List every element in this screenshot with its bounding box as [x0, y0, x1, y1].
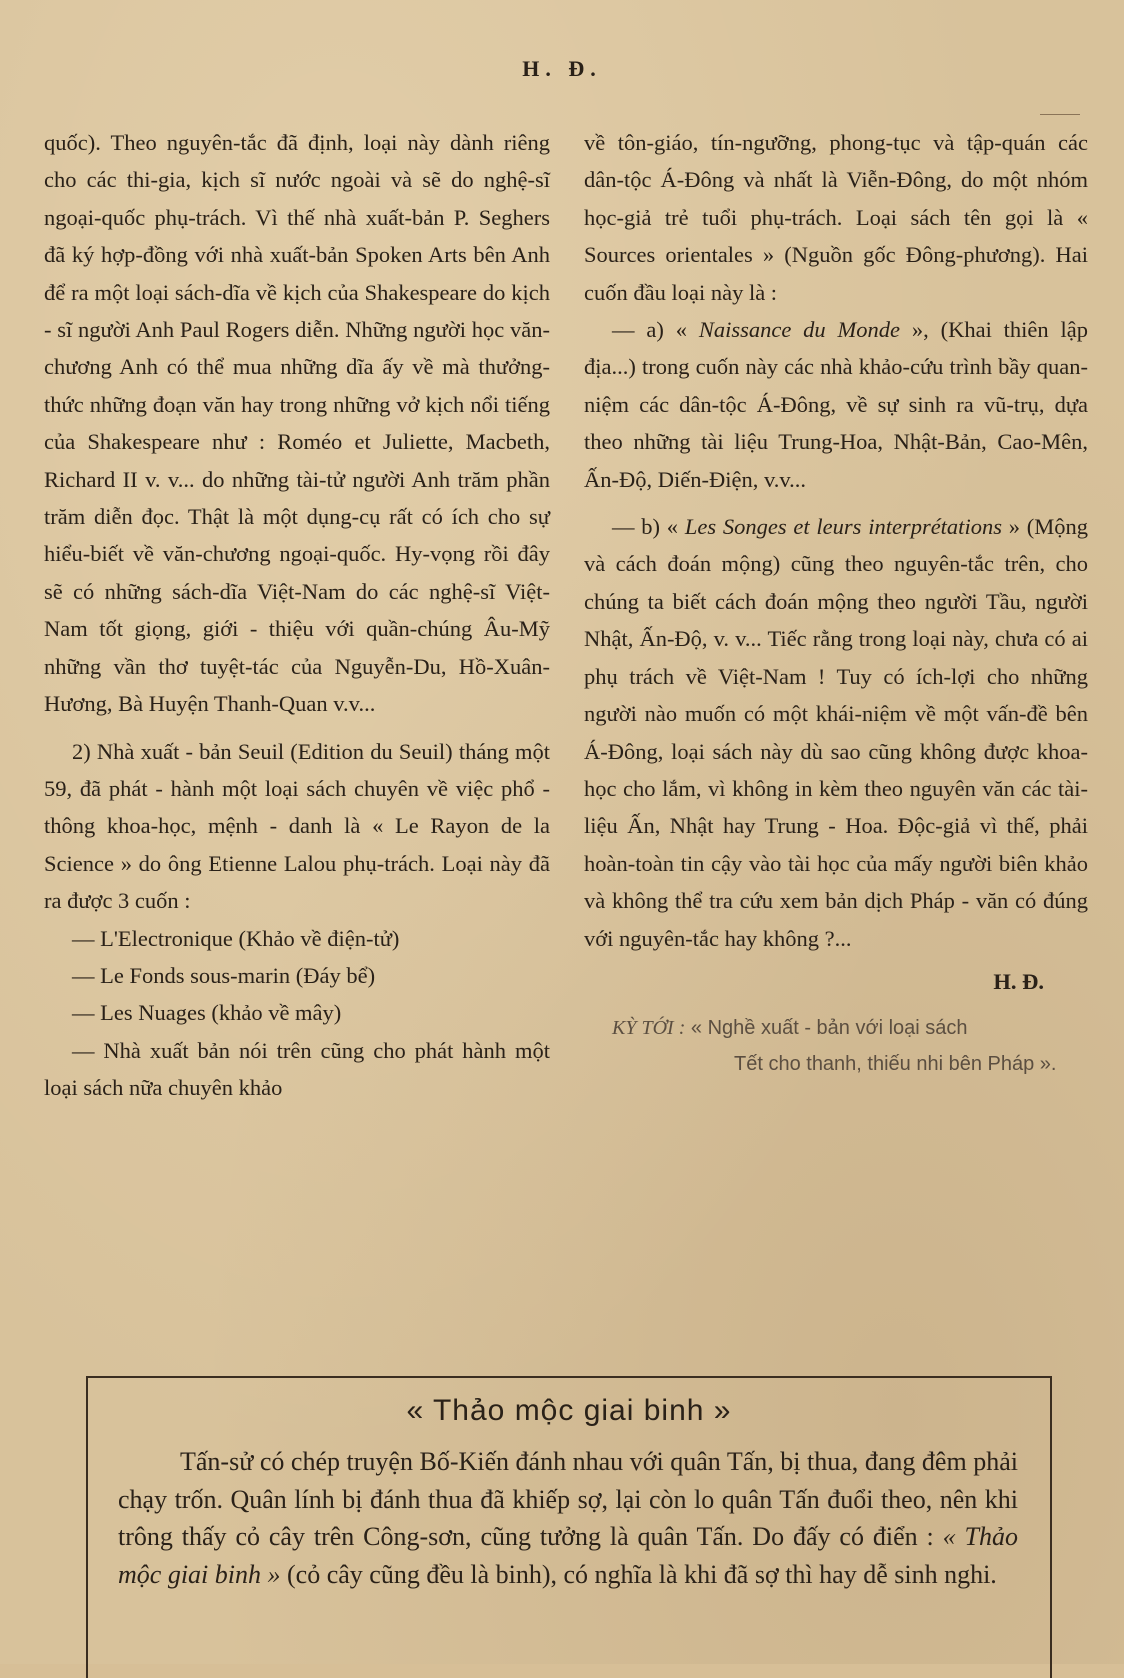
right-column	[584, 124, 1088, 1082]
item-a	[584, 311, 1088, 498]
item-a-title: Naissance du Monde	[698, 317, 900, 343]
page-header: H. Đ.	[522, 56, 602, 81]
box-title: « Thảo mộc giai binh »	[406, 1394, 732, 1427]
author-signature: H. Đ.	[993, 968, 1044, 994]
item-b-prefix: — b) «	[612, 514, 679, 540]
box-body	[118, 1443, 1018, 1593]
next-issue-label: KỲ TỚI :	[612, 1017, 686, 1040]
right-paragraph-1: về tôn-giáo, tín-ngưỡng, phong-tục và tập-quán các dân-tộc Á-Đông và nhất là Viễn-Đông, do một nhóm học-giả trẻ tuổi phụ-trách. Loại sách tên gọi là « Sources orientales » (Nguồn gốc Đông-phương). Hai cuốn đầu loại này là :	[584, 130, 1088, 305]
left-column	[44, 124, 550, 1107]
next-issue-text-2: Tết cho thanh, thiếu nhi bên Pháp ».	[734, 1053, 1057, 1076]
left-paragraph-3: — Nhà xuất bản nói trên cũng cho phát hành một loại sách nữa chuyên khảo	[44, 1037, 550, 1101]
list-item: — Les Nuages (khảo về mây)	[72, 1000, 342, 1026]
divider	[1040, 114, 1080, 115]
left-paragraph-1: quốc). Theo nguyên-tắc đã định, loại này dành riêng cho các thi-gia, kịch sĩ nước ngoài và sẽ do nghệ-sĩ ngoại-quốc phụ-trách. Vì thế nhà xuất-bản P. Seghers đã ký hợp-đồng với nhà xuất-bản Spoken Arts bên Anh để ra một loại sách-dĩa về kịch của Shakespeare do kịch - sĩ người Anh Paul Rogers diễn. Những người học văn-chương Anh có thể mua những dĩa ấy về mà thưởng-thức những đoạn văn hay trong những vở kịch nổi tiếng của Shakespeare như : Roméo et Juliette, Macbeth, Richard II v. v... do những tài-tử người Anh trăm phần trăm diễn đọc. Thật là một dụng-cụ rất có ích cho sự hiểu-biết về văn-chương ngoại-quốc. Hy-vọng rồi đây sẽ có những sách-dĩa Việt-Nam do các nghệ-sĩ Việt-Nam tốt giọng, giới - thiệu với quần-chúng Âu-Mỹ những vần thơ tuyệt-tác của Nguyễn-Du, Hồ-Xuân-Hương, Bà Huyện Thanh-Quan v.v...	[44, 130, 550, 717]
list-item: — L'Electronique (Khảo về điện-tử)	[72, 925, 400, 951]
item-a-text: », (Khai thiên lập địa...) trong cuốn này các nhà khảo-cứu trình bầy quan-niệm các dân-tộc Á-Đông, về sự sinh ra vũ-trụ, dựa theo những tài liệu Trung-Hoa, Nhật-Bản, Cao-Mên, Ấn-Độ, Diến-Điện, v.v...	[584, 317, 1089, 492]
item-a-prefix: — a) «	[612, 317, 687, 343]
next-issue-text-1: « Nghề xuất - bản với loại sách	[690, 1017, 968, 1040]
box-text-2: (cỏ cây cũng đều là binh), có nghĩa là khi đã sợ thì hay dễ sinh nghi.	[287, 1559, 997, 1589]
box-paragraph	[118, 1443, 1018, 1593]
left-paragraph-2: 2) Nhà xuất - bản Seuil (Edition du Seuil) tháng một 59, đã phát - hành một loại sách chuyên về việc phổ - thông khoa-học, mệnh - danh là « Le Rayon de la Science » do ông Etienne Lalou phụ-trách. Loại này đã ra được 3 cuốn :	[44, 738, 550, 914]
item-b-text: » (Mộng và cách đoán mộng) cũng theo nguyên-tắc trên, cho chúng ta biết cách đoán mộng theo người Tầu, người Nhật, Ấn-Độ, v. v... Tiếc rằng trong loại này, chưa có ai phụ trách về Việt-Nam ! Tuy có ích-lợi cho những người nào muốn có một khái-niệm về một vấn-đề bên Á-Đông, loại sách này dù sao cũng không được khoa-học cho lắm, vì không in kèm theo nguyên văn các tài-liệu Ấn, Nhật hay Trung - Hoa. Độc-giả vì thế, phải hoàn-toàn tin cậy vào tài học của mấy người biên khảo và không thể tra cứu xem bản dịch Pháp - văn có đúng với nguyên-tắc hay không ?...	[584, 514, 1089, 951]
item-b-title: Les Songes et leurs interprétations	[684, 514, 1002, 540]
list-item: — Le Fonds sous-marin (Đáy bể)	[72, 962, 376, 988]
item-b	[584, 508, 1088, 957]
book-list	[44, 920, 550, 1032]
next-issue-note	[584, 1010, 1088, 1082]
box-text-1: Tấn-sử có chép truyện Bố-Kiến đánh nhau với quân Tấn, bị thua, đang đêm phải chạy trốn. Quân lính bị đánh thua đã khiếp sợ, lại còn lo quân Tấn đuổi theo, nên khi trông thấy cỏ cây trên Công-sơn, cũng tưởng là quân Tấn. Do đấy có điển :	[118, 1447, 1018, 1551]
box-italic-phrase: « Thảo mộc giai binh »	[118, 1522, 1018, 1589]
